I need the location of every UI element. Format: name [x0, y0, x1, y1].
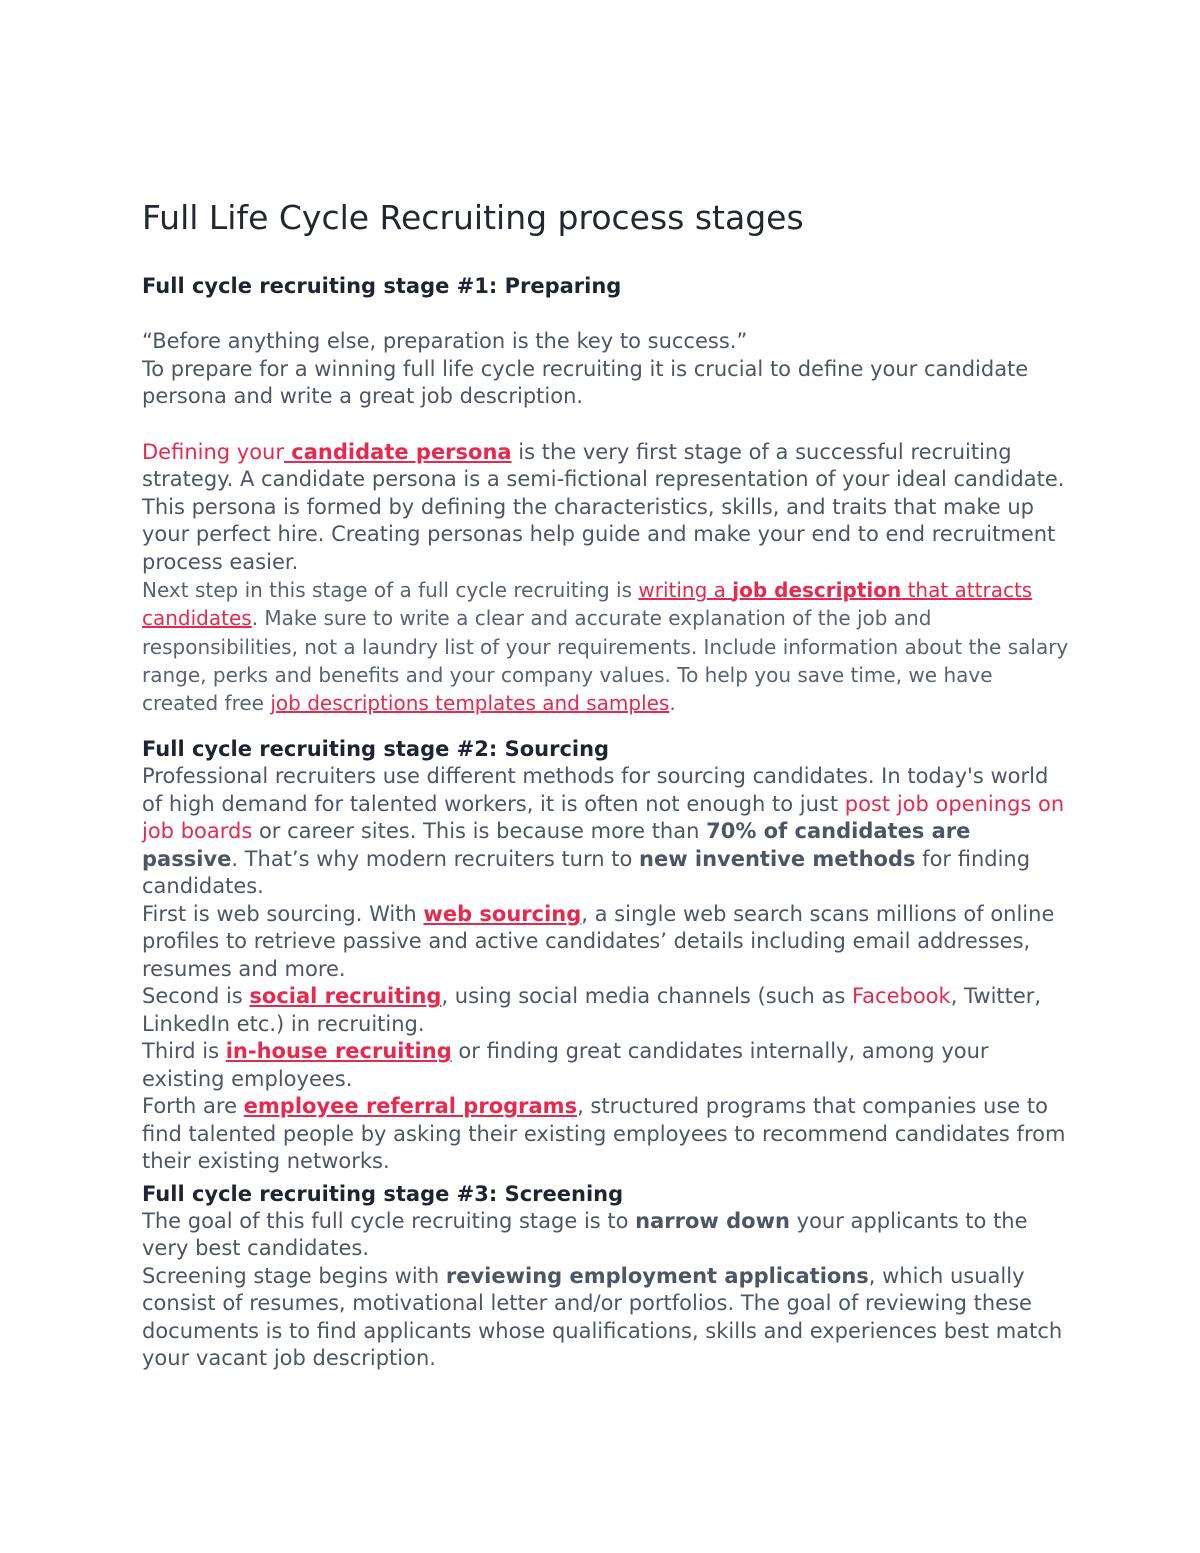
templates-link[interactable]: job descriptions templates and samples	[270, 691, 670, 716]
stage3-review-paragraph: Screening stage begins with reviewing employment applications, which usually consist of resumes, motivational letter and/or portfolios. The goal of reviewing these documents is to find applicants whose qualifications, skills and experiences best match your vacant job description.	[142, 1263, 1063, 1371]
next-lead: Next step in this stage of a full cycle recruiting is	[142, 578, 639, 602]
document-title: Full Life Cycle Recruiting process stages	[142, 198, 804, 237]
stage2-heading: Full cycle recruiting stage #2: Sourcing	[142, 737, 610, 762]
in-house-recruiting-link[interactable]: in-house recruiting	[225, 1039, 452, 1064]
job-boards-link[interactable]: post job openings on job boards	[142, 791, 1065, 844]
next-rest: . Make sure to write a clear and accurate explanation of the job and responsibilities, not a laundry list of your requirements. Include information about the salary range, perks and benefits and your company values. To help you save time, we have created free	[142, 606, 1069, 716]
inventive-methods: new inventive methods	[639, 846, 916, 871]
stage3-heading: Full cycle recruiting stage #3: Screening	[142, 1181, 624, 1206]
referral-paragraph: Forth are employee referral programs, structured programs that companies use to find talented people by asking their existing employees to recommend candidates from their existing networks.	[142, 1094, 1066, 1174]
passive-stat: 70% of candidates are passive	[142, 819, 971, 871]
reviewing-applications: reviewing employment applications	[445, 1263, 869, 1288]
stage3-goal-paragraph: The goal of this full cycle recruiting stage is to narrow down your applicants to the very best candidates.	[142, 1208, 1028, 1261]
persona-rest: is the very first stage of a successful recruiting strategy. A candidate persona is a semi-fictional representation of your ideal candidate. This persona is formed by defining the characteristics, skills, and traits that make up your perfect hire. Creating personas help guide and make your end to end recruitment process easier.	[142, 439, 1065, 574]
persona-lead: Defining your	[142, 439, 284, 464]
social-recruiting-paragraph: Second is social recruiting, using social media channels (such as Facebook, Twitter, LinkedIn etc.) in recruiting.	[142, 984, 1042, 1036]
stage1-quote: “Before anything else, preparation is the key to success.”	[142, 329, 748, 353]
employee-referral-link[interactable]: employee referral programs	[243, 1094, 578, 1119]
stage1-heading: Full cycle recruiting stage #1: Preparing	[142, 274, 622, 298]
social-recruiting-link[interactable]: social recruiting	[249, 984, 442, 1009]
job-description-link[interactable]: writing a job description that attracts candidates	[142, 578, 1033, 631]
narrow-down: narrow down	[635, 1208, 790, 1233]
in-house-paragraph: Third is in-house recruiting or finding great candidates internally, among your existing employees.	[142, 1039, 989, 1091]
stage2-intro-paragraph: Professional recruiters use different methods for sourcing candidates. In today's world of high demand for talented workers, it is often not enough to just post job openings on job boards or career sites. This is because more than 70% of candidates are passive. That’s why modern recruiters turn to new inventive methods for finding candidates.	[142, 764, 1065, 899]
stage1-intro: To prepare for a winning full life cycle recruiting it is crucial to define your candidate persona and write a great job description.	[142, 356, 1029, 408]
stage1-persona-paragraph	[142, 439, 1072, 577]
candidate-persona-link[interactable]: candidate persona	[284, 439, 512, 464]
facebook-link[interactable]: Facebook	[852, 984, 951, 1009]
stage1-next-paragraph: Next step in this stage of a full cycle recruiting is writing a job description that attracts candidates. Make sure to write a clear and accurate explanation of the job and responsibilities, not a laundry list of your requirements. Include information about the salary range, perks and benefits and your company values. To help you save time, we have created free job descriptions templates and samples.	[142, 578, 1069, 716]
document-page	[142, 190, 1072, 1373]
web-sourcing-paragraph: First is web sourcing. With web sourcing, a single web search scans millions of online profiles to retrieve passive and active candidates’ details including email addresses, resumes and more.	[142, 901, 1055, 981]
web-sourcing-link[interactable]: web sourcing	[423, 901, 582, 926]
